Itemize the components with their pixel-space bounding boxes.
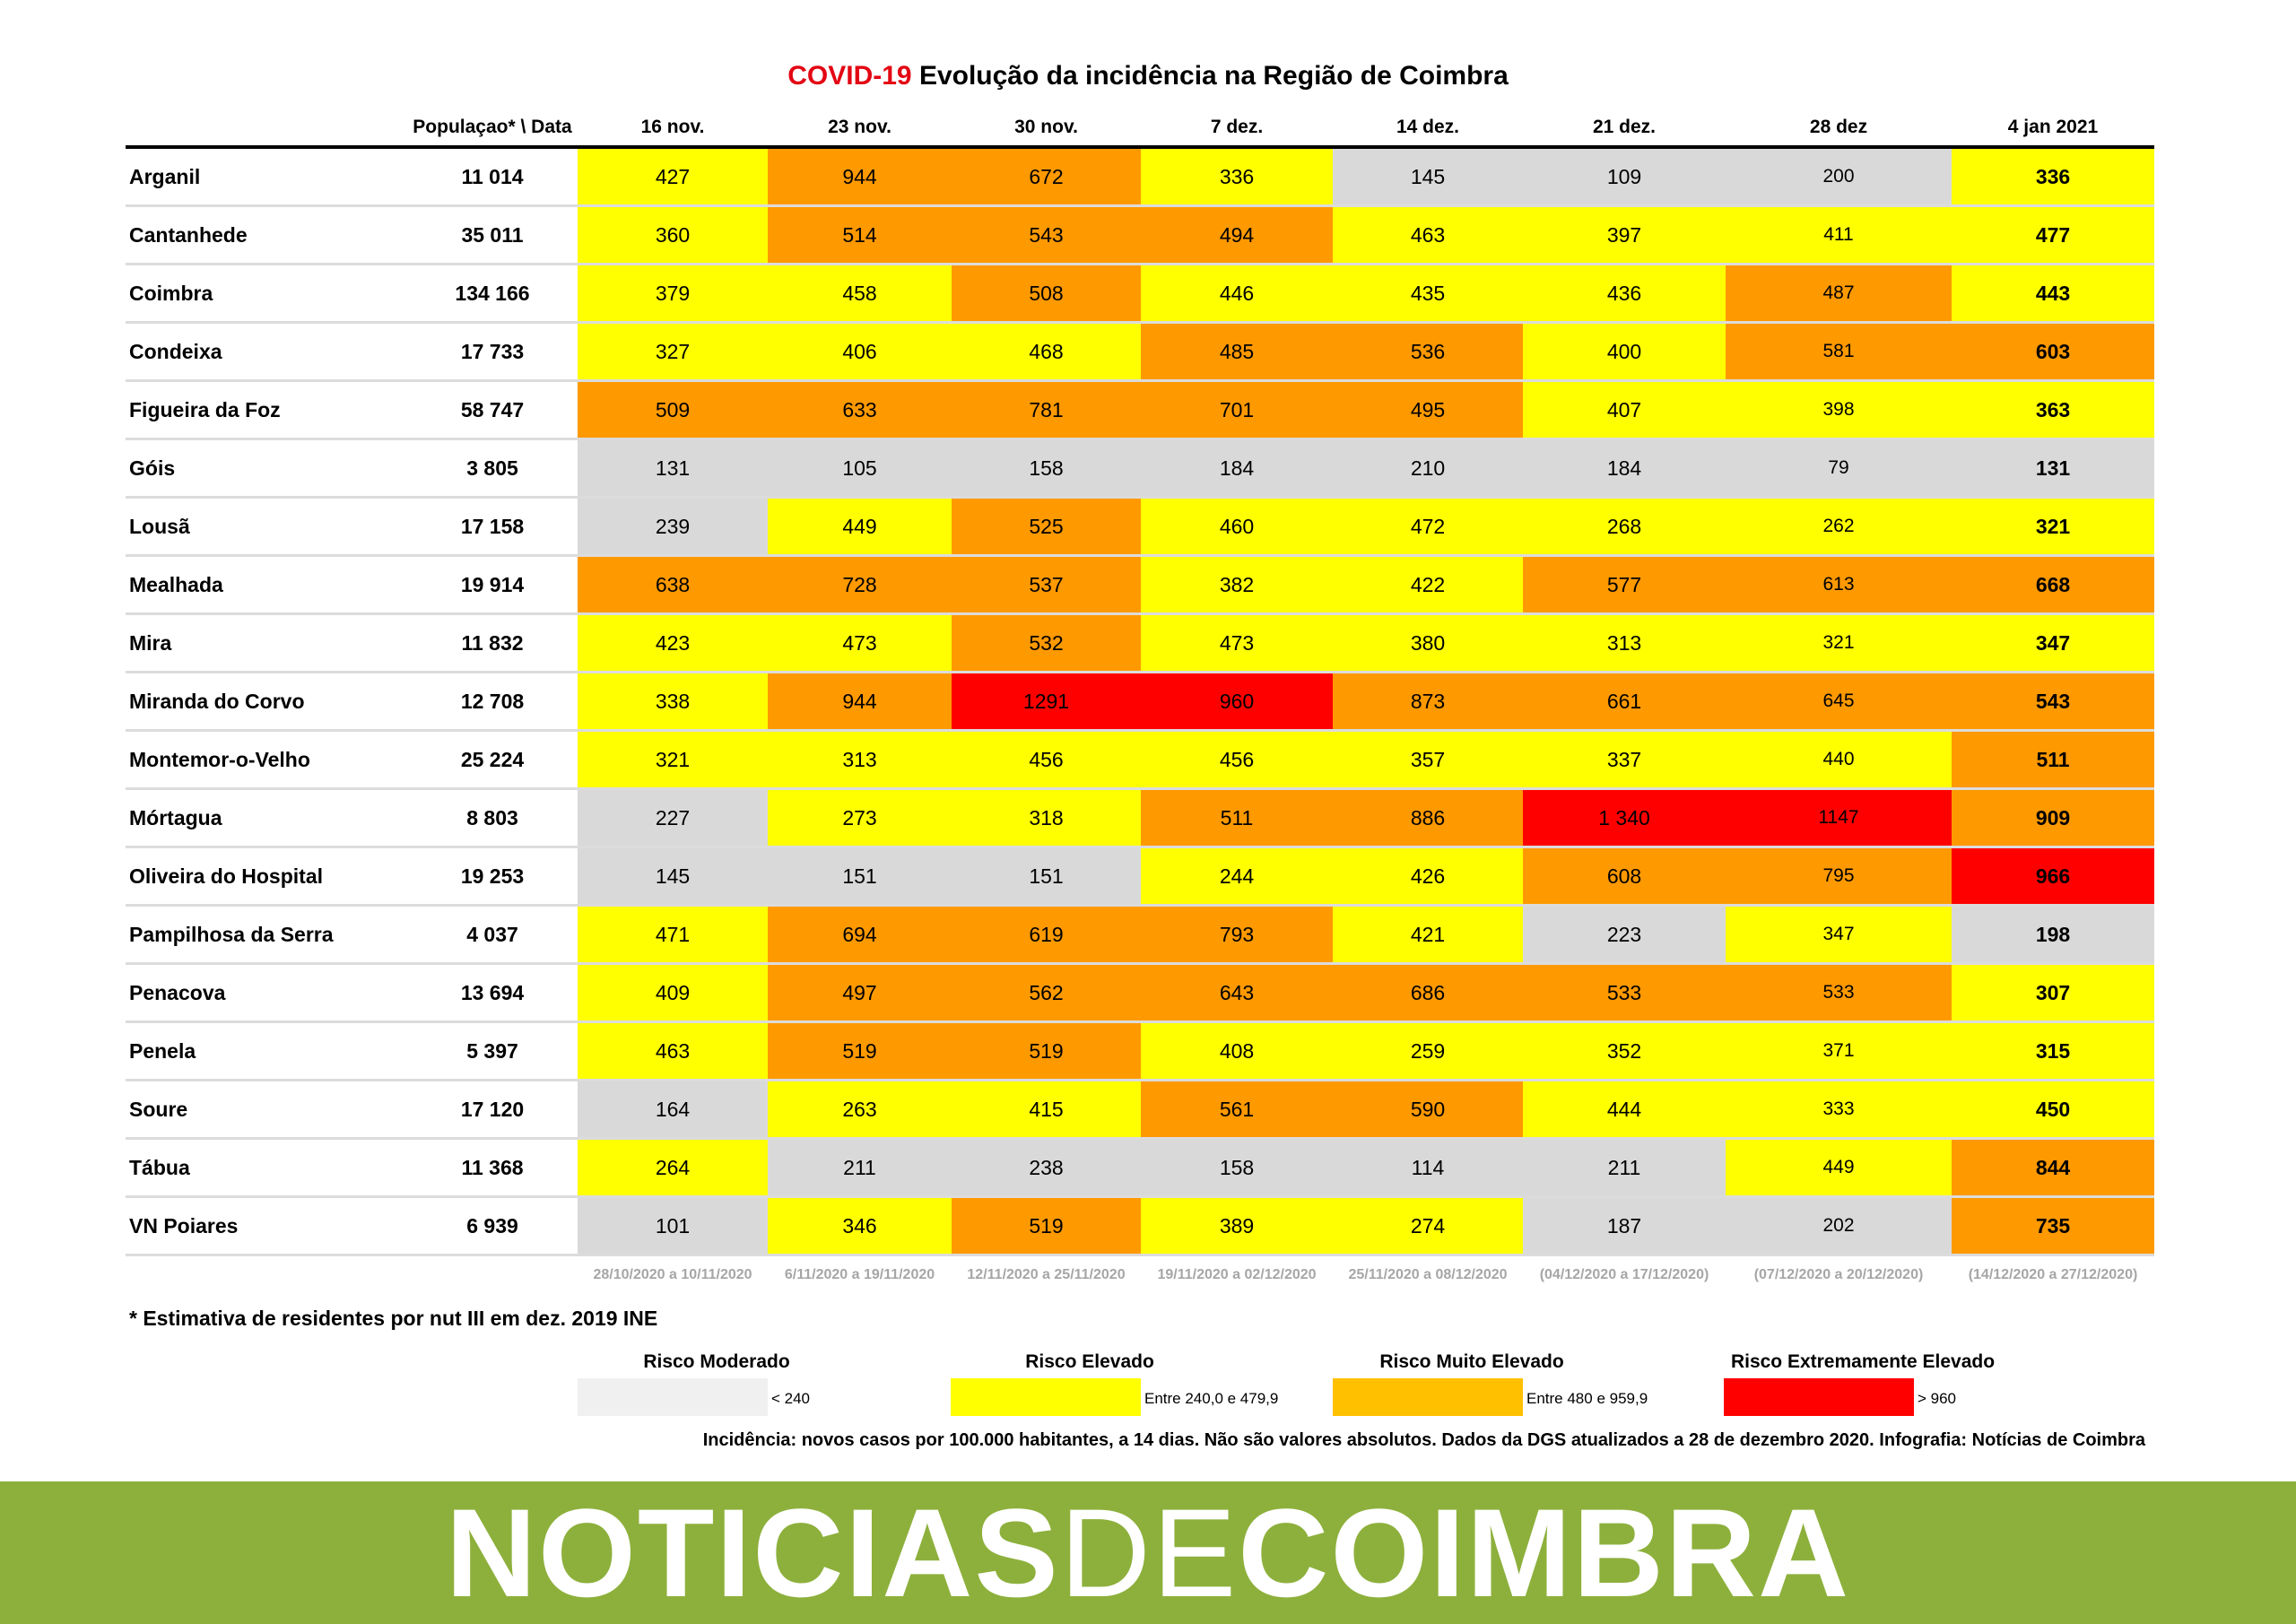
incidence-cell: 645 bbox=[1726, 673, 1952, 729]
incidence-cell: 694 bbox=[768, 907, 952, 962]
population-value: 11 832 bbox=[461, 631, 524, 655]
incidence-cell: 463 bbox=[578, 1023, 768, 1079]
municipality-name: Soure bbox=[129, 1098, 188, 1121]
municipality-name: Arganil bbox=[129, 165, 201, 188]
incidence-cell: 263 bbox=[768, 1081, 952, 1137]
incidence-cell: 509 bbox=[578, 382, 768, 438]
incidence-cell: 145 bbox=[1333, 149, 1523, 204]
header-date: 28 dez bbox=[1809, 117, 1868, 137]
incidence-cell: 109 bbox=[1523, 149, 1726, 204]
legend-swatch bbox=[951, 1378, 1141, 1416]
incidence-cell: 525 bbox=[952, 499, 1141, 554]
municipality-name: Mórtagua bbox=[129, 806, 222, 829]
incidence-cell: 543 bbox=[952, 207, 1141, 263]
incidence-cell: 426 bbox=[1333, 848, 1523, 904]
table-row bbox=[126, 324, 2154, 382]
incidence-cell: 519 bbox=[952, 1023, 1141, 1079]
incidence-cell: 151 bbox=[768, 848, 952, 904]
table-row bbox=[126, 149, 2154, 207]
incidence-cell: 446 bbox=[1141, 265, 1333, 321]
brand-part1: NOTICIAS bbox=[445, 1481, 1060, 1623]
legend-swatch bbox=[1333, 1378, 1523, 1416]
incidence-cell: 336 bbox=[1141, 149, 1333, 204]
legend-swatch bbox=[1724, 1378, 1914, 1416]
incidence-cell: 338 bbox=[578, 673, 768, 729]
municipality-name: Mira bbox=[129, 631, 172, 655]
population-value: 8 803 bbox=[466, 806, 518, 829]
incidence-cell: 422 bbox=[1333, 557, 1523, 612]
table-row bbox=[126, 440, 2154, 499]
incidence-cell: 672 bbox=[952, 149, 1141, 204]
legend-title: Risco Moderado bbox=[643, 1351, 790, 1372]
incidence-cell: 198 bbox=[1952, 907, 2154, 962]
incidence-cell: 508 bbox=[952, 265, 1141, 321]
incidence-cell: 357 bbox=[1333, 732, 1523, 787]
incidence-cell: 494 bbox=[1141, 207, 1333, 263]
municipality-name: Cantanhede bbox=[129, 223, 248, 247]
table-row bbox=[126, 382, 2154, 440]
incidence-cell: 577 bbox=[1523, 557, 1726, 612]
municipality-name: Coimbra bbox=[129, 282, 213, 305]
incidence-cell: 262 bbox=[1726, 499, 1952, 554]
incidence-cell: 101 bbox=[578, 1198, 768, 1254]
incidence-cell: 318 bbox=[952, 790, 1141, 846]
incidence-cell: 449 bbox=[1726, 1140, 1952, 1195]
population-value: 12 708 bbox=[460, 690, 525, 713]
municipality-name: Góis bbox=[129, 456, 176, 480]
incidence-cell: 873 bbox=[1333, 673, 1523, 729]
date-range-label: 28/10/2020 a 10/11/2020 bbox=[593, 1267, 752, 1282]
incidence-cell: 411 bbox=[1726, 207, 1952, 263]
incidence-cell: 581 bbox=[1726, 324, 1952, 379]
municipality-name: Condeixa bbox=[129, 340, 222, 363]
population-value: 3 805 bbox=[466, 456, 518, 480]
incidence-cell: 458 bbox=[768, 265, 952, 321]
legend-swatch bbox=[578, 1378, 768, 1416]
incidence-cell: 105 bbox=[768, 440, 952, 496]
incidence-cell: 352 bbox=[1523, 1023, 1726, 1079]
table-row bbox=[126, 1081, 2154, 1140]
incidence-cell: 347 bbox=[1726, 907, 1952, 962]
incidence-cell: 389 bbox=[1141, 1198, 1333, 1254]
incidence-cell: 427 bbox=[578, 149, 768, 204]
legend-range: > 960 bbox=[1918, 1390, 1957, 1407]
incidence-cell: 471 bbox=[578, 907, 768, 962]
incidence-cell: 450 bbox=[1952, 1081, 2154, 1137]
incidence-cell: 408 bbox=[1141, 1023, 1333, 1079]
incidence-cell: 273 bbox=[768, 790, 952, 846]
brand-banner bbox=[0, 1481, 2296, 1624]
incidence-cell: 532 bbox=[952, 615, 1141, 671]
date-range-label: 25/11/2020 a 08/12/2020 bbox=[1348, 1267, 1508, 1282]
title-text: Evolução da incidência na Região de Coimbra bbox=[918, 61, 1509, 91]
header-date: 7 dez. bbox=[1210, 117, 1264, 137]
table-row bbox=[126, 848, 2154, 907]
legend-range: Entre 480 e 959,9 bbox=[1526, 1390, 1648, 1407]
incidence-cell: 239 bbox=[578, 499, 768, 554]
incidence-cell: 211 bbox=[1523, 1140, 1726, 1195]
incidence-cell: 633 bbox=[768, 382, 952, 438]
table-row bbox=[126, 1023, 2154, 1081]
incidence-cell: 909 bbox=[1952, 790, 2154, 846]
incidence-cell: 561 bbox=[1141, 1081, 1333, 1137]
incidence-cell: 537 bbox=[952, 557, 1141, 612]
incidence-cell: 264 bbox=[578, 1140, 768, 1195]
incidence-cell: 472 bbox=[1333, 499, 1523, 554]
incidence-cell: 519 bbox=[952, 1198, 1141, 1254]
incidence-cell: 131 bbox=[1952, 440, 2154, 496]
population-value: 19 914 bbox=[460, 573, 525, 596]
population-value: 5 397 bbox=[466, 1039, 518, 1063]
incidence-cell: 638 bbox=[578, 557, 768, 612]
incidence-cell: 795 bbox=[1726, 848, 1952, 904]
incidence-cell: 562 bbox=[952, 965, 1141, 1020]
footnote: * Estimativa de residentes por nut III em dez. 2019 INE bbox=[129, 1307, 658, 1330]
incidence-cell: 131 bbox=[578, 440, 768, 496]
legend-title: Risco Extremamente Elevado bbox=[1730, 1351, 1996, 1372]
incidence-cell: 477 bbox=[1952, 207, 2154, 263]
population-value: 25 224 bbox=[460, 748, 525, 771]
incidence-cell: 363 bbox=[1952, 382, 2154, 438]
incidence-cell: 79 bbox=[1726, 440, 1952, 496]
incidence-cell: 886 bbox=[1333, 790, 1523, 846]
incidence-cell: 321 bbox=[1726, 615, 1952, 671]
incidence-cell: 210 bbox=[1333, 440, 1523, 496]
incidence-cell: 944 bbox=[768, 673, 952, 729]
incidence-cell: 321 bbox=[1952, 499, 2154, 554]
incidence-cell: 686 bbox=[1333, 965, 1523, 1020]
incidence-cell: 944 bbox=[768, 149, 952, 204]
incidence-cell: 274 bbox=[1333, 1198, 1523, 1254]
date-range-label: 19/11/2020 a 02/12/2020 bbox=[1157, 1267, 1317, 1282]
table-row bbox=[126, 1140, 2154, 1198]
incidence-cell: 421 bbox=[1333, 907, 1523, 962]
legend-title: Risco Elevado bbox=[1025, 1351, 1154, 1372]
incidence-cell: 460 bbox=[1141, 499, 1333, 554]
population-value: 4 037 bbox=[466, 923, 518, 946]
incidence-cell: 608 bbox=[1523, 848, 1726, 904]
table-row bbox=[126, 673, 2154, 732]
header-date: 23 nov. bbox=[828, 117, 891, 137]
incidence-cell: 202 bbox=[1726, 1198, 1952, 1254]
population-value: 19 253 bbox=[460, 864, 525, 888]
incidence-cell: 643 bbox=[1141, 965, 1333, 1020]
incidence-cell: 701 bbox=[1141, 382, 1333, 438]
incidence-cell: 423 bbox=[578, 615, 768, 671]
incidence-cell: 336 bbox=[1952, 149, 2154, 204]
incidence-cell: 1147 bbox=[1726, 790, 1952, 846]
chart-title bbox=[0, 61, 2296, 91]
table-row bbox=[126, 907, 2154, 965]
population-value: 11 014 bbox=[461, 165, 524, 188]
date-range-label: (04/12/2020 a 17/12/2020) bbox=[1539, 1267, 1709, 1282]
incidence-cell: 371 bbox=[1726, 1023, 1952, 1079]
title-highlight: COVID-19 bbox=[787, 61, 912, 91]
legend-range: Entre 240,0 e 479,9 bbox=[1144, 1390, 1279, 1407]
incidence-cell: 497 bbox=[768, 965, 952, 1020]
table-body bbox=[126, 149, 2154, 1256]
incidence-cell: 495 bbox=[1333, 382, 1523, 438]
incidence-cell: 511 bbox=[1952, 732, 2154, 787]
incidence-cell: 1 340 bbox=[1523, 790, 1726, 846]
municipality-name: Pampilhosa da Serra bbox=[129, 923, 334, 946]
incidence-cell: 406 bbox=[768, 324, 952, 379]
incidence-cell: 346 bbox=[768, 1198, 952, 1254]
incidence-cell: 244 bbox=[1141, 848, 1333, 904]
incidence-cell: 463 bbox=[1333, 207, 1523, 263]
incidence-cell: 436 bbox=[1523, 265, 1726, 321]
municipality-name: Lousã bbox=[129, 515, 190, 538]
incidence-cell: 487 bbox=[1726, 265, 1952, 321]
incidence-cell: 485 bbox=[1141, 324, 1333, 379]
date-range-label: 6/11/2020 a 19/11/2020 bbox=[784, 1267, 935, 1282]
table-row bbox=[126, 265, 2154, 324]
incidence-cell: 735 bbox=[1952, 1198, 2154, 1254]
incidence-cell: 238 bbox=[952, 1140, 1141, 1195]
header-date: 21 dez. bbox=[1592, 117, 1657, 137]
incidence-cell: 514 bbox=[768, 207, 952, 263]
incidence-cell: 211 bbox=[768, 1140, 952, 1195]
incidence-cell: 456 bbox=[1141, 732, 1333, 787]
population-value: 11 368 bbox=[461, 1156, 524, 1179]
incidence-cell: 313 bbox=[1523, 615, 1726, 671]
incidence-cell: 456 bbox=[952, 732, 1141, 787]
legend-range: < 240 bbox=[771, 1390, 811, 1407]
incidence-cell: 415 bbox=[952, 1081, 1141, 1137]
header-date: 30 nov. bbox=[1014, 117, 1078, 137]
incidence-cell: 307 bbox=[1952, 965, 2154, 1020]
incidence-cell: 380 bbox=[1333, 615, 1523, 671]
incidence-cell: 227 bbox=[578, 790, 768, 846]
incidence-cell: 543 bbox=[1952, 673, 2154, 729]
municipality-name: Montemor-o-Velho bbox=[129, 748, 310, 771]
incidence-cell: 268 bbox=[1523, 499, 1726, 554]
date-range-label: (14/12/2020 a 27/12/2020) bbox=[1968, 1267, 2138, 1282]
incidence-cell: 400 bbox=[1523, 324, 1726, 379]
population-value: 17 120 bbox=[460, 1098, 525, 1121]
source-note: Incidência: novos casos por 100.000 habitantes, a 14 dias. Não são valores absolutos. Dados da DGS atualizados a 28 de dezembro 2020. Infografia: Notícias de Coimbra bbox=[702, 1430, 2145, 1450]
incidence-cell: 184 bbox=[1141, 440, 1333, 496]
date-ranges bbox=[126, 1267, 2154, 1289]
incidence-cell: 321 bbox=[578, 732, 768, 787]
incidence-cell: 164 bbox=[578, 1081, 768, 1137]
incidence-table bbox=[126, 109, 2154, 1256]
incidence-cell: 327 bbox=[578, 324, 768, 379]
incidence-cell: 435 bbox=[1333, 265, 1523, 321]
table-row bbox=[126, 207, 2154, 265]
incidence-cell: 590 bbox=[1333, 1081, 1523, 1137]
incidence-cell: 347 bbox=[1952, 615, 2154, 671]
incidence-cell: 151 bbox=[952, 848, 1141, 904]
incidence-cell: 313 bbox=[768, 732, 952, 787]
incidence-cell: 158 bbox=[1141, 1140, 1333, 1195]
incidence-cell: 960 bbox=[1141, 673, 1333, 729]
municipality-name: VN Poiares bbox=[129, 1214, 239, 1238]
table-row bbox=[126, 615, 2154, 673]
incidence-cell: 397 bbox=[1523, 207, 1726, 263]
incidence-cell: 360 bbox=[578, 207, 768, 263]
incidence-cell: 519 bbox=[768, 1023, 952, 1079]
municipality-name: Figueira da Foz bbox=[129, 398, 281, 421]
incidence-cell: 619 bbox=[952, 907, 1141, 962]
incidence-cell: 223 bbox=[1523, 907, 1726, 962]
municipality-name: Tábua bbox=[129, 1156, 190, 1179]
population-value: 17 158 bbox=[460, 515, 525, 538]
incidence-cell: 443 bbox=[1952, 265, 2154, 321]
incidence-cell: 315 bbox=[1952, 1023, 2154, 1079]
municipality-name: Penacova bbox=[129, 981, 226, 1004]
incidence-cell: 145 bbox=[578, 848, 768, 904]
municipality-name: Penela bbox=[129, 1039, 196, 1063]
municipality-name: Mealhada bbox=[129, 573, 223, 596]
incidence-cell: 184 bbox=[1523, 440, 1726, 496]
incidence-cell: 407 bbox=[1523, 382, 1726, 438]
table-row bbox=[126, 499, 2154, 557]
incidence-cell: 661 bbox=[1523, 673, 1726, 729]
table-row bbox=[126, 965, 2154, 1023]
table-row bbox=[126, 1198, 2154, 1256]
brand-part2: DE bbox=[1059, 1481, 1239, 1623]
population-value: 134 166 bbox=[455, 282, 530, 305]
incidence-cell: 440 bbox=[1726, 732, 1952, 787]
incidence-cell: 398 bbox=[1726, 382, 1952, 438]
incidence-cell: 533 bbox=[1726, 965, 1952, 1020]
date-range-label: (07/12/2020 a 20/12/2020) bbox=[1753, 1267, 1924, 1282]
municipality-name: Oliveira do Hospital bbox=[129, 864, 323, 888]
population-value: 35 011 bbox=[461, 223, 524, 247]
population-value: 6 939 bbox=[466, 1214, 518, 1238]
brand-part3: COIMBRA bbox=[1238, 1481, 1851, 1623]
header-date: 16 nov. bbox=[640, 117, 705, 137]
incidence-cell: 844 bbox=[1952, 1140, 2154, 1195]
incidence-cell: 114 bbox=[1333, 1140, 1523, 1195]
table-row bbox=[126, 557, 2154, 615]
incidence-cell: 444 bbox=[1523, 1081, 1726, 1137]
incidence-cell: 187 bbox=[1523, 1198, 1726, 1254]
incidence-cell: 728 bbox=[768, 557, 952, 612]
table-row bbox=[126, 790, 2154, 848]
population-value: 17 733 bbox=[460, 340, 525, 363]
incidence-cell: 200 bbox=[1726, 149, 1952, 204]
incidence-cell: 668 bbox=[1952, 557, 2154, 612]
header-population: Populaçao* \ Data bbox=[413, 117, 572, 137]
municipality-name: Miranda do Corvo bbox=[129, 690, 305, 713]
incidence-cell: 382 bbox=[1141, 557, 1333, 612]
header-date: 4 jan 2021 bbox=[2007, 117, 2099, 137]
incidence-cell: 511 bbox=[1141, 790, 1333, 846]
population-value: 13 694 bbox=[460, 981, 525, 1004]
incidence-cell: 259 bbox=[1333, 1023, 1523, 1079]
incidence-cell: 379 bbox=[578, 265, 768, 321]
incidence-cell: 793 bbox=[1141, 907, 1333, 962]
date-range-label: 12/11/2020 a 25/11/2020 bbox=[967, 1267, 1126, 1282]
incidence-cell: 158 bbox=[952, 440, 1141, 496]
incidence-cell: 449 bbox=[768, 499, 952, 554]
incidence-cell: 409 bbox=[578, 965, 768, 1020]
table-header bbox=[126, 109, 2154, 149]
legend-title: Risco Muito Elevado bbox=[1379, 1351, 1564, 1372]
incidence-cell: 468 bbox=[952, 324, 1141, 379]
incidence-cell: 333 bbox=[1726, 1081, 1952, 1137]
incidence-cell: 473 bbox=[1141, 615, 1333, 671]
header-date: 14 dez. bbox=[1396, 117, 1460, 137]
incidence-cell: 473 bbox=[768, 615, 952, 671]
population-value: 58 747 bbox=[460, 398, 525, 421]
incidence-cell: 613 bbox=[1726, 557, 1952, 612]
table-row bbox=[126, 732, 2154, 790]
incidence-cell: 337 bbox=[1523, 732, 1726, 787]
incidence-cell: 1291 bbox=[952, 673, 1141, 729]
incidence-cell: 536 bbox=[1333, 324, 1523, 379]
incidence-cell: 966 bbox=[1952, 848, 2154, 904]
incidence-cell: 781 bbox=[952, 382, 1141, 438]
incidence-cell: 533 bbox=[1523, 965, 1726, 1020]
incidence-cell: 603 bbox=[1952, 324, 2154, 379]
